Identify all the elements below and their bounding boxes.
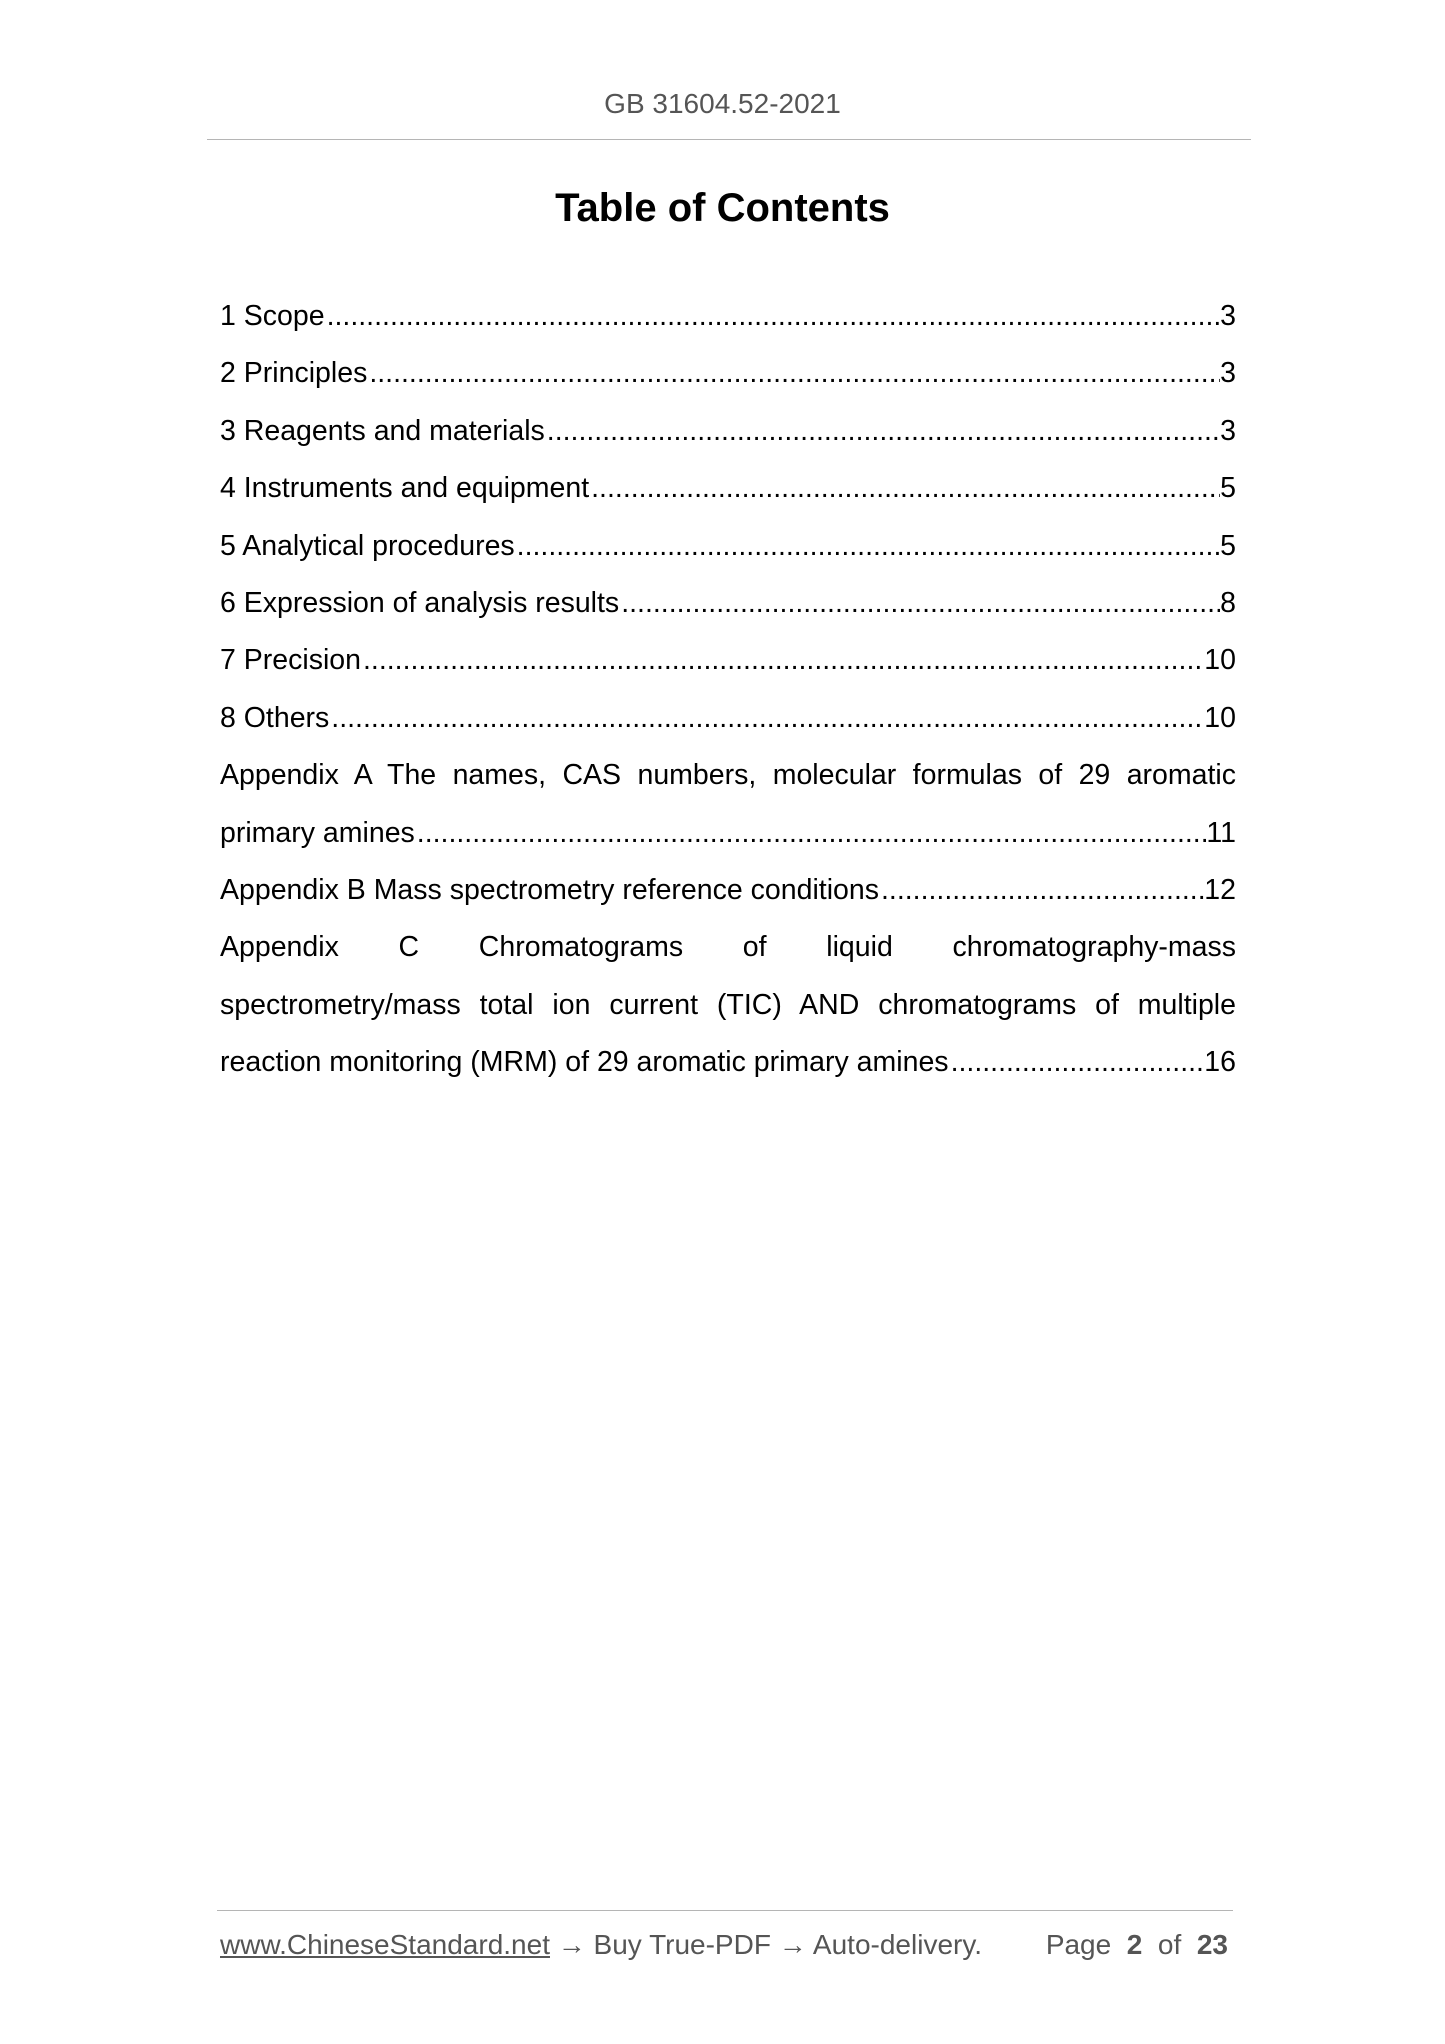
toc-entry-appendix-a[interactable]: [220, 747, 1236, 862]
toc-entry-label-line: spectrometry/mass total ion current (TIC) AND chromatograms of multiple: [220, 988, 1236, 1021]
of-word: of: [1157, 1929, 1182, 1960]
toc-entry-label-line: Appendix A The names, CAS numbers, molecular formulas of 29 aromatic: [220, 759, 1236, 792]
toc-entry-label: 3 Reagents and materials: [220, 414, 545, 447]
table-of-contents: [220, 288, 1236, 1092]
toc-entry-page: 10: [1204, 644, 1236, 677]
toc-entry-scope[interactable]: [220, 288, 1236, 345]
header-divider: [207, 139, 1251, 140]
toc-entry-label: 8 Others: [220, 701, 330, 734]
toc-entry-label: 2 Principles: [220, 357, 368, 390]
toc-entry-label: 6 Expression of analysis results: [220, 587, 620, 620]
toc-entry-label-line: reaction monitoring (MRM) of 29 aromatic primary amines: [220, 1046, 949, 1079]
toc-entry-reagents[interactable]: [220, 403, 1236, 460]
total-pages-number: 23: [1196, 1929, 1228, 1960]
toc-entry-label: 1 Scope: [220, 300, 325, 332]
toc-dot-leader: [545, 403, 1220, 460]
toc-entry-results[interactable]: [220, 575, 1236, 632]
toc-entry-principles[interactable]: [220, 345, 1236, 402]
footer-promo: [220, 1929, 982, 1961]
toc-entry-page: 16: [1204, 1046, 1236, 1079]
toc-entry-page: 11: [1206, 816, 1236, 849]
toc-dot-leader: [949, 1034, 1205, 1091]
toc-entry-page: 3: [1220, 300, 1236, 332]
toc-dot-leader: [325, 288, 1221, 345]
toc-entry-appendix-c[interactable]: [220, 919, 1236, 1091]
toc-entry-label: 4 Instruments and equipment: [220, 472, 590, 505]
toc-dot-leader: [515, 518, 1220, 575]
page-word: Page: [1045, 1929, 1112, 1960]
toc-entry-label: 5 Analytical procedures: [220, 529, 515, 562]
toc-dot-leader: [589, 460, 1220, 517]
toc-entry-label: 7 Precision: [220, 644, 361, 677]
toc-entry-page: 8: [1220, 587, 1236, 620]
toc-entry-page: 10: [1204, 701, 1236, 734]
toc-entry-page: 5: [1220, 529, 1236, 562]
current-page-number: 2: [1126, 1929, 1143, 1960]
toc-dot-leader: [367, 345, 1220, 402]
toc-entry-instruments[interactable]: [220, 460, 1236, 517]
toc-entry-precision[interactable]: [220, 632, 1236, 689]
footer-divider: [217, 1910, 1233, 1911]
toc-dot-leader: [329, 690, 1204, 747]
toc-dot-leader: [619, 575, 1220, 632]
toc-dot-leader: [361, 632, 1204, 689]
document-id-header: GB 31604.52-2021: [604, 88, 841, 119]
toc-entry-page: 5: [1220, 472, 1236, 505]
toc-entry-label-line: Appendix C Chromatograms of liquid chromatography-mass: [220, 931, 1236, 964]
toc-entry-label: Appendix B Mass spectrometry reference conditions: [220, 874, 879, 907]
toc-entry-others[interactable]: [220, 690, 1236, 747]
footer-tagline: → Buy True-PDF → Auto-delivery.: [549, 1929, 983, 1960]
page-indicator: [1046, 1929, 1228, 1961]
page-title: Table of Contents: [555, 186, 890, 230]
toc-dot-leader: [415, 805, 1207, 862]
toc-entry-appendix-b[interactable]: [220, 862, 1236, 919]
toc-entry-page: 12: [1204, 874, 1236, 907]
toc-dot-leader: [879, 862, 1204, 919]
website-link[interactable]: www.ChineseStandard.net: [220, 1929, 550, 1960]
toc-entry-page: 3: [1220, 357, 1236, 390]
toc-entry-page: 3: [1220, 414, 1236, 447]
toc-entry-procedures[interactable]: [220, 518, 1236, 575]
toc-entry-label-line: primary amines: [220, 816, 415, 849]
page-footer: [220, 1929, 1228, 1961]
